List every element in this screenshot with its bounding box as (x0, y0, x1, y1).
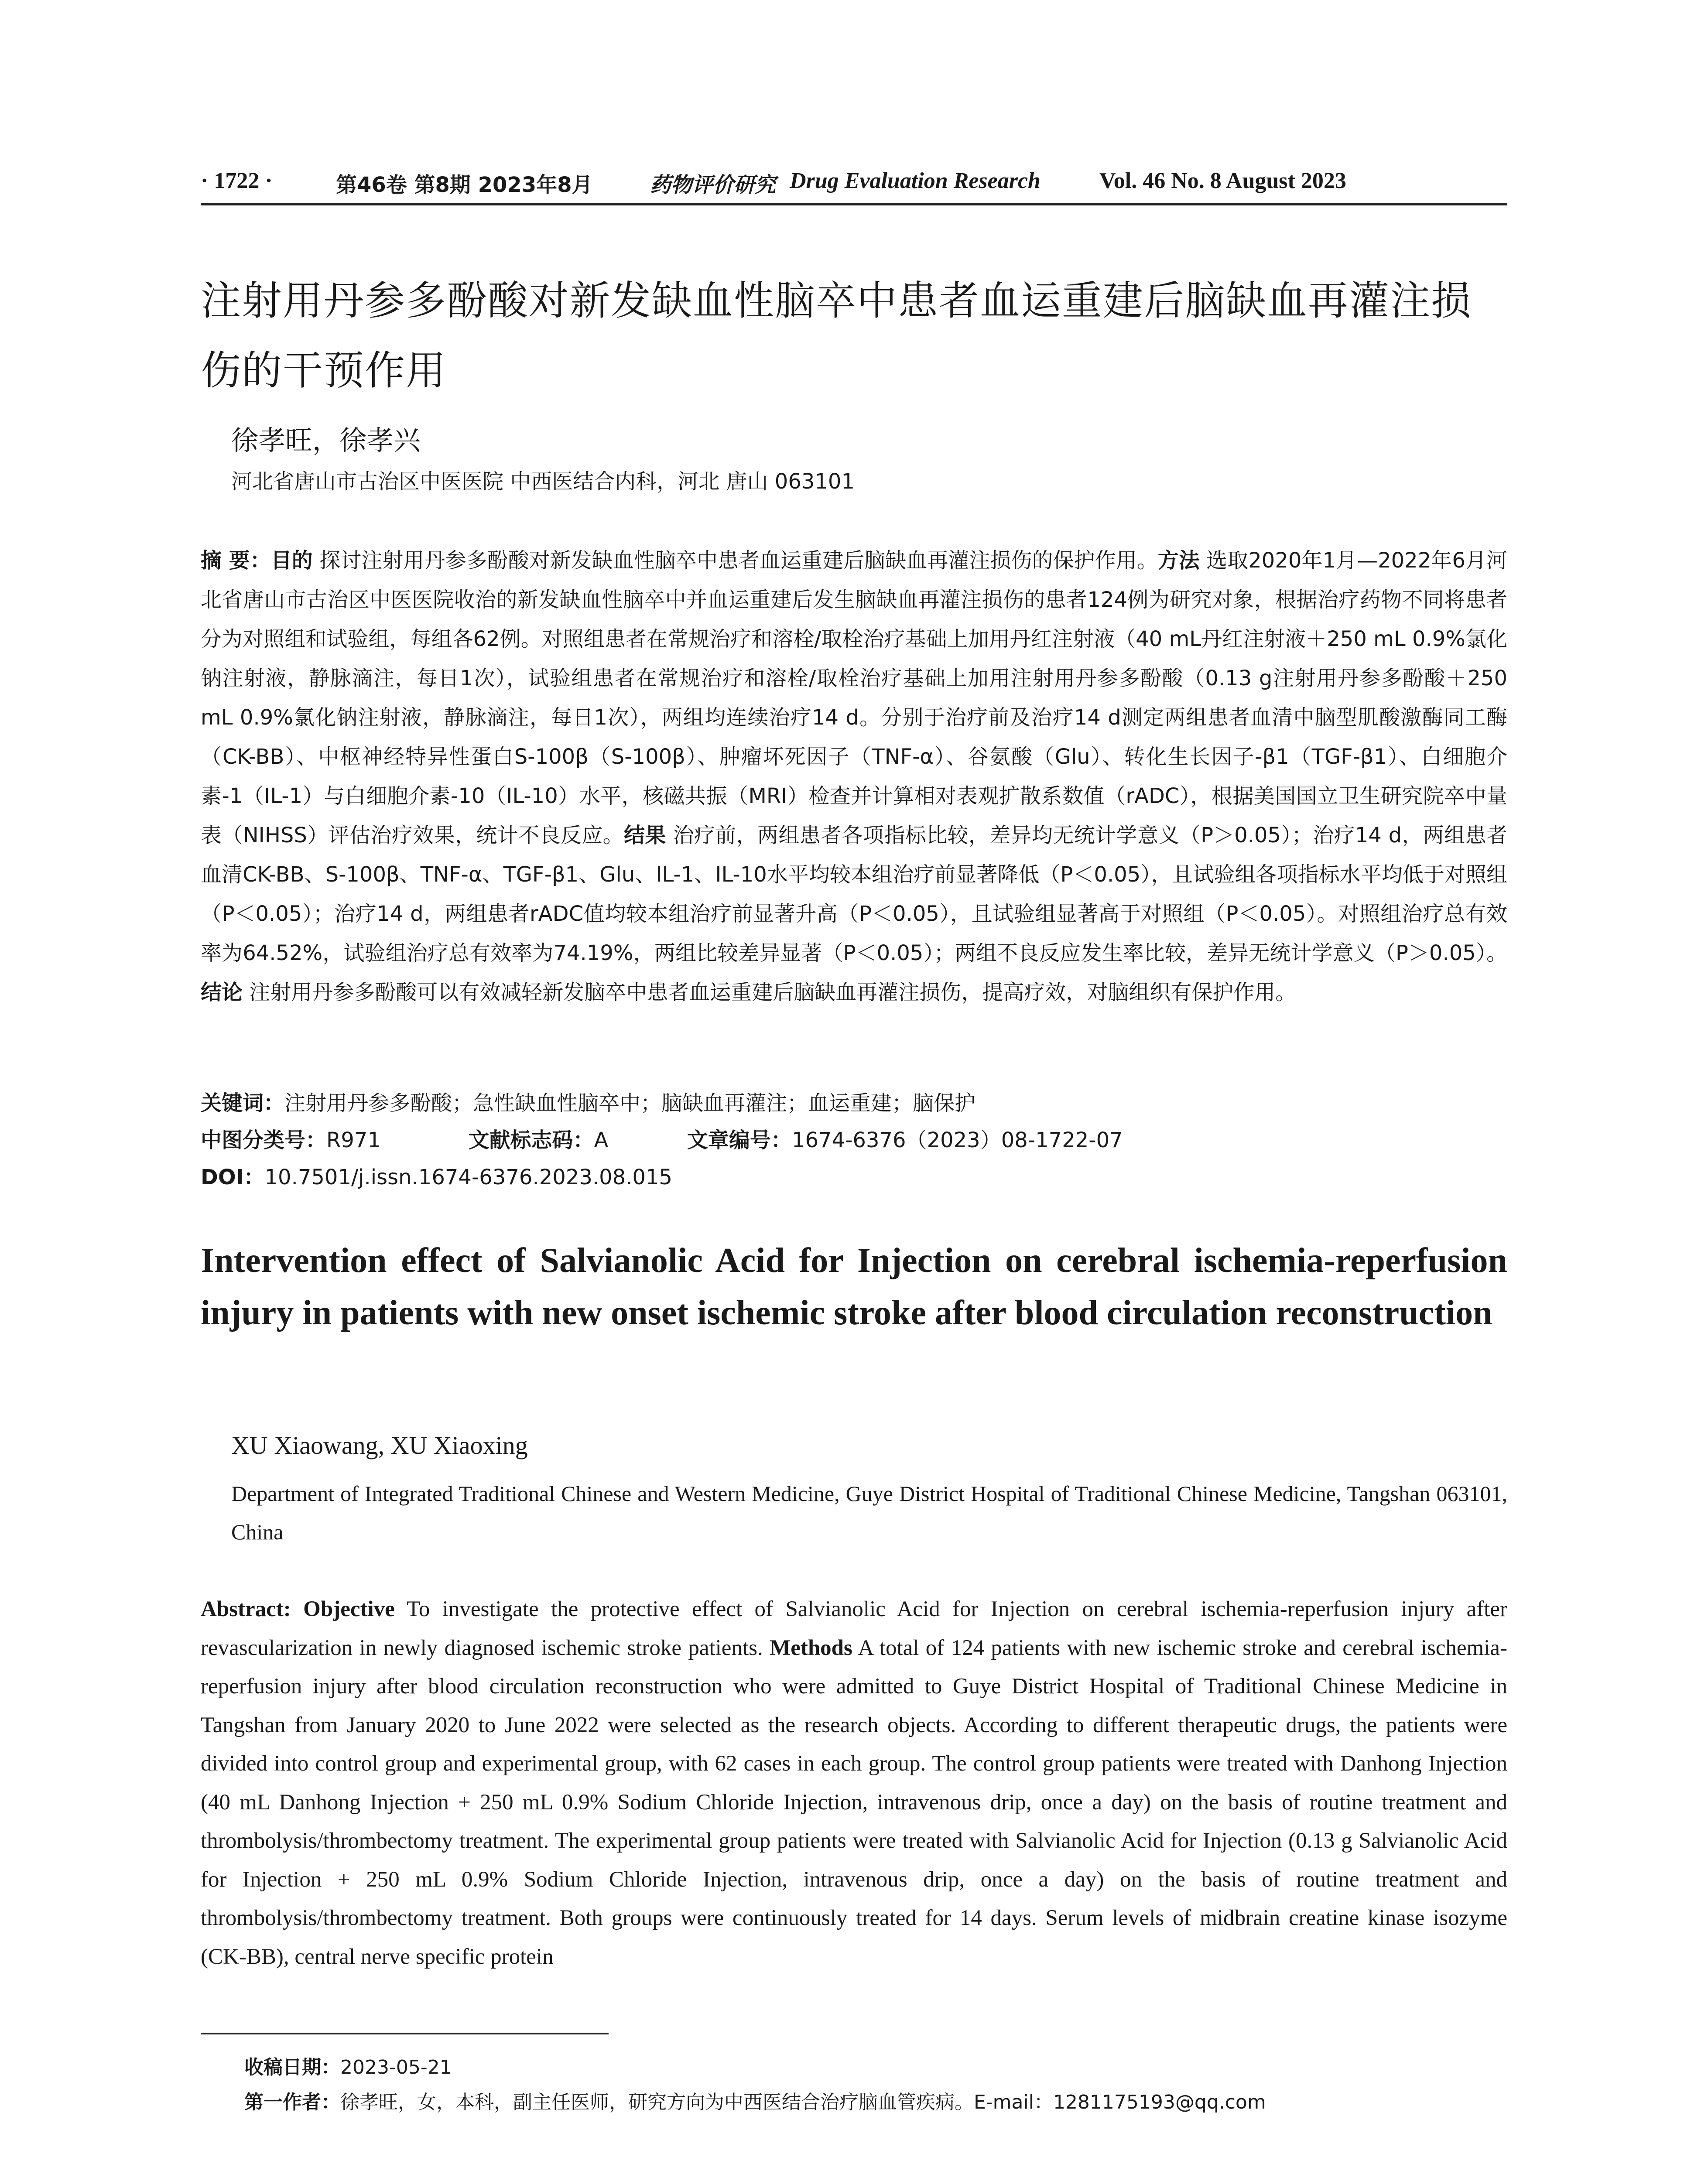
article-no-value: 1674-6376（2023）08-1722-07 (791, 1128, 1123, 1152)
methods-label-en: Methods (770, 1635, 852, 1660)
methods-en: A total of 124 patients with new ischemic stroke and cerebral ischemia-reperfusion injury after blood circulation reconstruction who were admitted to Guye District Hospital of Traditional Chinese Medicine in Tangshan from January 2020 to June 2022 were selected as the research objects. According to different therapeutic drugs, the patients were divided into control group and experimental group, with 62 cases in each group. The control group patients were treated with Danhong Injection (40 mL Danhong Injection + 250 mL 0.9% Sodium Chloride Injection, intravenous drip, once a day) on the basis of routine treatment and thrombolysis/thrombectomy treatment. The experimental group patients were treated with Salvianolic Acid for Injection (0.13 g Salvianolic Acid for Injection + 250 mL 0.9% Sodium Chloride Injection, intravenous drip, once a day) on the basis of routine treatment and thrombolysis/thrombectomy treatment. Both groups were continuously treated for 14 days. Serum levels of midbrain creatine kinase isozyme (CK-BB), central nerve specific protein (201, 1635, 1508, 1969)
journal-name-cn: 药物评价研究 (650, 173, 776, 197)
classification-line (201, 1123, 1123, 1153)
conclusion-label-cn: 结论 (201, 980, 243, 1005)
running-header (201, 168, 1509, 198)
volume-cn: 第46卷 第8期 2023年8月 (336, 173, 593, 197)
keywords-label: 关键词： (201, 1091, 285, 1115)
authors-en: XU Xiaowang, XU Xiaoxing (231, 1431, 528, 1460)
doi-line (201, 1160, 672, 1190)
doi-label: DOI： (201, 1165, 265, 1190)
objective-cn: 探讨注射用丹参多酚酸对新发缺血性脑卒中患者血运重建后脑缺血再灌注损伤的保护作用。 (319, 548, 1158, 573)
conclusion-cn: 注射用丹参多酚酸可以有效减轻新发脑卒中患者血运重建后脑缺血再灌注损伤，提高疗效，对脑组织有保护作用。 (249, 980, 1297, 1005)
title-en: Intervention effect of Salvianolic Acid for Injection on cerebral ischemia-reperfusion injury in patients with new onset ischemic stroke after blood circulation reconstruction (201, 1241, 1507, 1332)
received-date: 2023-05-21 (340, 2056, 452, 2078)
objective-label-en: Objective (303, 1597, 395, 1621)
objective-label-cn: 目的 (270, 548, 313, 573)
methods-label-cn: 方法 (1157, 548, 1200, 573)
clc-value: R971 (326, 1128, 381, 1152)
abstract-en-label: Abstract: (201, 1597, 291, 1621)
keywords-text: 注射用丹参多酚酸；急性缺血性脑卒中；脑缺血再灌注；血运重建；脑保护 (284, 1091, 976, 1115)
received-date-note (244, 2050, 1266, 2085)
received-label: 收稿日期： (244, 2056, 340, 2078)
first-author-label: 第一作者： (244, 2091, 340, 2113)
abstract-cn-label: 摘 要： (201, 548, 271, 573)
objective-en: To investigate the protective effect of Salvianolic Acid for Injection on cerebral ischemia-reperfusion injury after revascularization in newly diagnosed ischemic stroke patients. (201, 1597, 1507, 1660)
first-author-note (244, 2085, 1266, 2120)
authors-cn: 徐孝旺，徐孝兴 (231, 424, 421, 456)
first-author-info: 徐孝旺，女，本科，副主任医师，研究方向为中西医结合治疗脑血管疾病。E-mail：1281175193@qq.com (340, 2091, 1266, 2113)
footnote-rule (201, 2033, 609, 2034)
clc-label: 中图分类号： (201, 1128, 327, 1152)
affiliation-cn: 河北省唐山市古治区中医医院 中西医结合内科，河北 唐山 063101 (231, 469, 855, 494)
journal-name-en: Drug Evaluation Research (790, 168, 1041, 193)
volume-en: Vol. 46 No. 8 August 2023 (1099, 168, 1346, 193)
results-cn: 治疗前，两组患者各项指标比较，差异均无统计学意义（P＞0.05）；治疗14 d，两组患者血清CK-BB、S-100β、TNF-α、TGF-β1、Glu、IL-1、IL-10水平均较本组治疗前显著降低（P＜0.05），且试验组各项指标水平均低于对照组（P＜0.05）；治疗14 d，两组患者rADC值均较本组治疗前显著升高（P＜0.05），且试验组显著高于对照组（P＜0.05）。对照组治疗总有效率为64.52%，试验组治疗总有效率为74.19%，两组比较差异显著（P＜0.05）；两组不良反应发生率比较，差异无统计学意义（P＞0.05）。 (201, 823, 1507, 965)
results-label-cn: 结果 (624, 823, 666, 848)
header-rule (201, 203, 1507, 205)
doi-value: 10.7501/j.issn.1674-6376.2023.08.015 (264, 1165, 673, 1190)
title-cn: 注射用丹参多酚酸对新发缺血性脑卒中患者血运重建后脑缺血再灌注损伤的干预作用 (201, 277, 1472, 394)
page-number: · 1722 · (201, 168, 273, 193)
doc-code-label: 文献标志码： (468, 1128, 594, 1152)
keywords-cn (201, 1086, 976, 1116)
article-no-label: 文章编号： (687, 1128, 792, 1152)
footnotes (244, 2050, 1266, 2120)
abstract-en (201, 1590, 1507, 1976)
doc-code-value: A (594, 1128, 609, 1152)
abstract-cn (201, 541, 1507, 1012)
affiliation-en: Department of Integrated Traditional Chinese and Western Medicine, Guye District Hospital of Traditional Chinese Medicine, Tangshan 063101, China (231, 1481, 1507, 1544)
methods-cn: 选取2020年1月—2022年6月河北省唐山市古治区中医医院收治的新发缺血性脑卒中并血运重建后发生脑缺血再灌注损伤的患者124例为研究对象，根据治疗药物不同将患者分为对照组和试验组，每组各62例。对照组患者在常规治疗和溶栓/取栓治疗基础上加用丹红注射液（40 mL丹红注射液＋250 mL 0.9%氯化钠注射液，静脉滴注，每日1次），试验组患者在常规治疗和溶栓/取栓治疗基础上加用注射用丹参多酚酸（0.13 g注射用丹参多酚酸＋250 mL 0.9%氯化钠注射液，静脉滴注，每日1次），两组均连续治疗14 d。分别于治疗前及治疗14 d测定两组患者血清中脑型肌酸激酶同工酶（CK-BB）、中枢神经特异性蛋白S-100β（S-100β）、肿瘤坏死因子（TNF-α）、谷氨酸（Glu）、转化生长因子-β1（TGF-β1）、白细胞介素-1（IL-1）与白细胞介素-10（IL-10）水平，核磁共振（MRI）检查并计算相对表观扩散系数值（rADC），根据美国国立卫生研究院卒中量表（NIHSS）评估治疗效果，统计不良反应。 (201, 548, 1507, 848)
